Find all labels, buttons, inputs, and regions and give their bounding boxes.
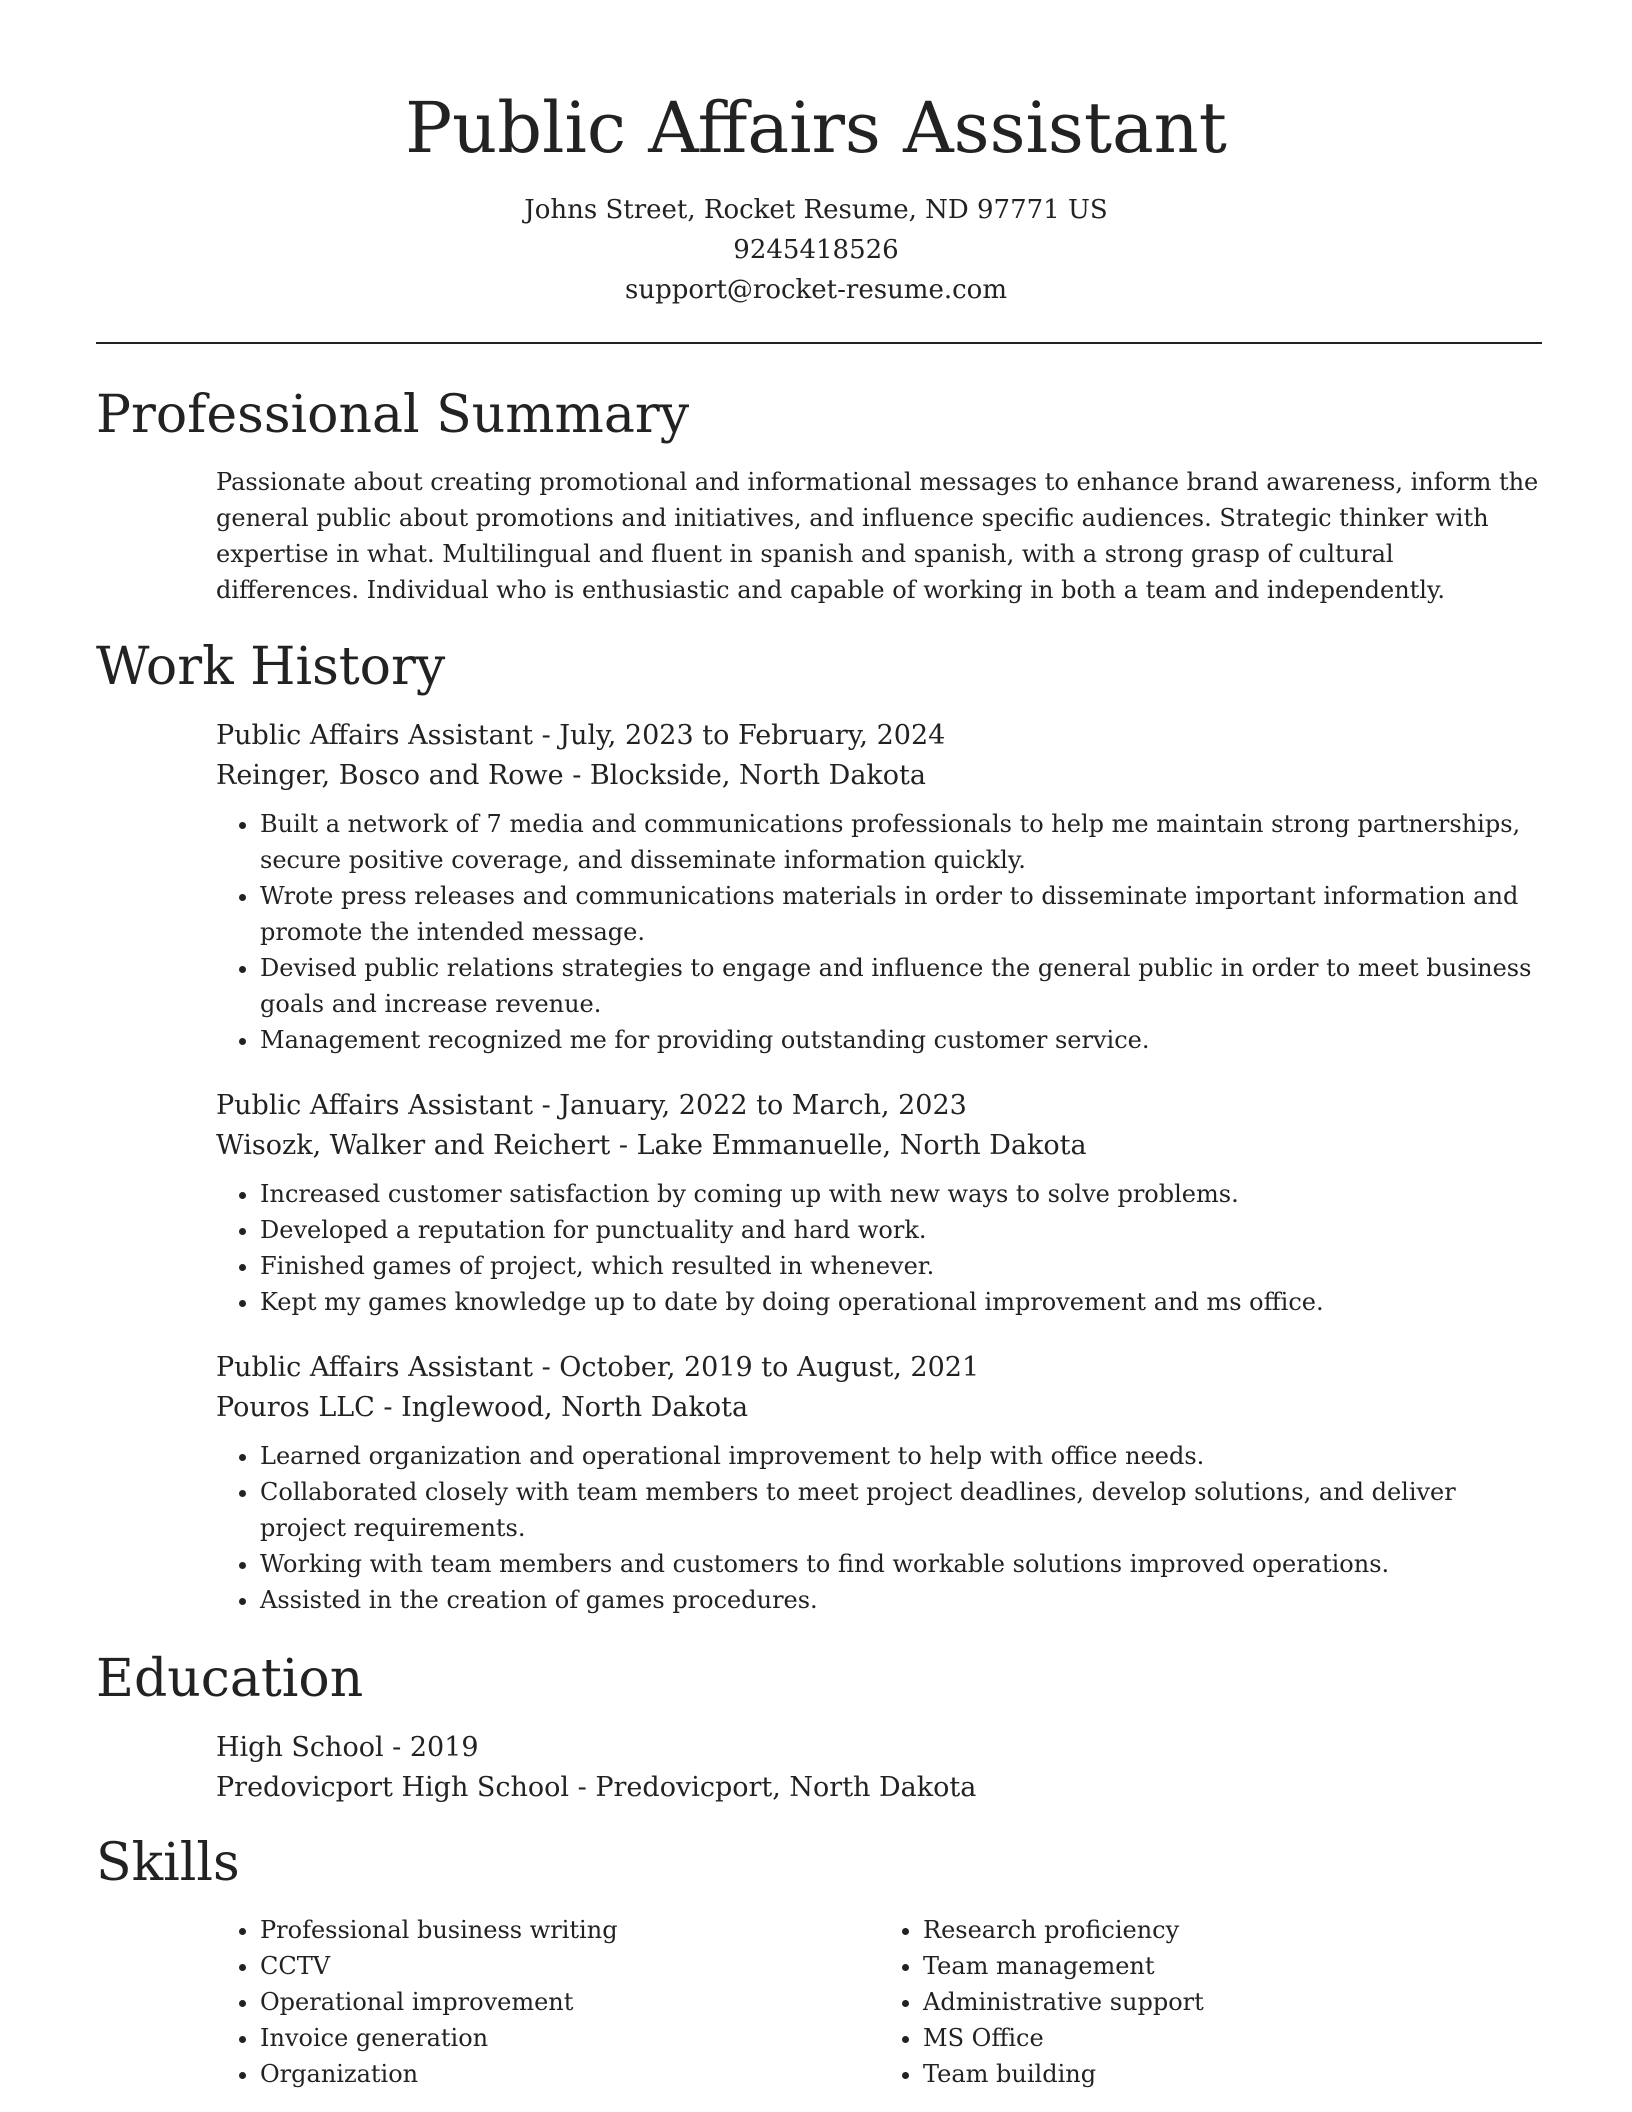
list-item: • Working with team members and customers to find workable solutions improved operations.: [260, 1546, 1542, 1582]
resume-header: [0, 84, 1632, 310]
job-bullets: [216, 806, 1542, 1058]
candidate-name: Public Affairs Assistant: [405, 87, 1227, 169]
skill-item: • Invoice generation: [260, 2020, 879, 2056]
job-org-line: Wisozk, Walker and Reichert - Lake Emmanuelle, North Dakota: [216, 1130, 1087, 1161]
list-item: • Devised public relations strategies to engage and influence the general public in order to meet business goals and increase revenue.: [260, 950, 1542, 1022]
skill-item: • Team building: [923, 2056, 1542, 2092]
skill-item: • Professional business writing: [260, 1912, 879, 1948]
job-bullets: [216, 1176, 1542, 1320]
list-item: • Collaborated closely with team members to meet project deadlines, develop solutions, and deliver project requirements.: [260, 1474, 1542, 1546]
skill-item: • CCTV: [260, 1948, 879, 1984]
school-line: Predovicport High School - Predovicport, North Dakota: [216, 1772, 977, 1803]
email: support@rocket-resume.com: [624, 275, 1007, 305]
job-entry: [216, 1086, 1542, 1320]
skill-item: • Operational improvement: [260, 1984, 879, 2020]
phone: 9245418526: [733, 235, 899, 265]
section-heading: Work History: [96, 637, 446, 697]
list-item: • Developed a reputation for punctuality and hard work.: [260, 1212, 1542, 1248]
work-history-section: [96, 634, 1542, 1618]
education-section: [96, 1646, 1542, 1808]
list-item: • Learned organization and operational improvement to help with office needs.: [260, 1438, 1542, 1474]
job-entry: [216, 1348, 1542, 1618]
skills-section: [96, 1830, 1542, 2092]
summary-section: [96, 382, 1542, 608]
skills-left-column: [216, 1912, 879, 2092]
list-item: • Increased customer satisfaction by coming up with new ways to solve problems.: [260, 1176, 1542, 1212]
job-bullets: [216, 1438, 1542, 1618]
job-org-line: Pouros LLC - Inglewood, North Dakota: [216, 1392, 749, 1423]
section-heading: Education: [96, 1649, 364, 1709]
skill-item: • Organization: [260, 2056, 879, 2092]
job-title-line: Public Affairs Assistant - January, 2022 to March, 2023: [216, 1090, 967, 1121]
skills-columns: [216, 1912, 1542, 2092]
list-item: • Assisted in the creation of games procedures.: [260, 1582, 1542, 1618]
skill-item: • Research proficiency: [923, 1912, 1542, 1948]
job-entry: [216, 716, 1542, 1058]
list-item: • Management recognized me for providing outstanding customer service.: [260, 1022, 1542, 1058]
job-title-line: Public Affairs Assistant - July, 2023 to February, 2024: [216, 720, 946, 751]
skill-item: • Administrative support: [923, 1984, 1542, 2020]
header-divider: [96, 342, 1542, 344]
contact-info: [0, 190, 1632, 310]
summary-text: Passionate about creating promotional and informational messages to enhance brand awareness, inform the general public about promotions and initiatives, and influence specific audiences. Strategic thinker with expertise in what. Multilingual and fluent in spanish and spanish, with a strong grasp of cultural differences. Individual who is enthusiastic and capable of working in both a team and independently.: [216, 468, 1539, 604]
degree-line: High School - 2019: [216, 1732, 479, 1763]
job-title-line: Public Affairs Assistant - October, 2019 to August, 2021: [216, 1352, 980, 1383]
list-item: • Kept my games knowledge up to date by doing operational improvement and ms office.: [260, 1284, 1542, 1320]
list-item: • Wrote press releases and communications materials in order to disseminate important information and promote the intended message.: [260, 878, 1542, 950]
skills-right-column: [879, 1912, 1542, 2092]
list-item: • Finished games of project, which resulted in whenever.: [260, 1248, 1542, 1284]
skill-item: • Team management: [923, 1948, 1542, 1984]
job-org-line: Reinger, Bosco and Rowe - Blockside, North Dakota: [216, 760, 926, 791]
address: Johns Street, Rocket Resume, ND 97771 US: [524, 195, 1108, 225]
list-item: • Built a network of 7 media and communications professionals to help me maintain strong partnerships, secure positive coverage, and disseminate information quickly.: [260, 806, 1542, 878]
skill-item: • MS Office: [923, 2020, 1542, 2056]
section-heading: Skills: [96, 1833, 240, 1893]
section-heading: Professional Summary: [96, 385, 690, 445]
resume-content: [96, 382, 1542, 2092]
